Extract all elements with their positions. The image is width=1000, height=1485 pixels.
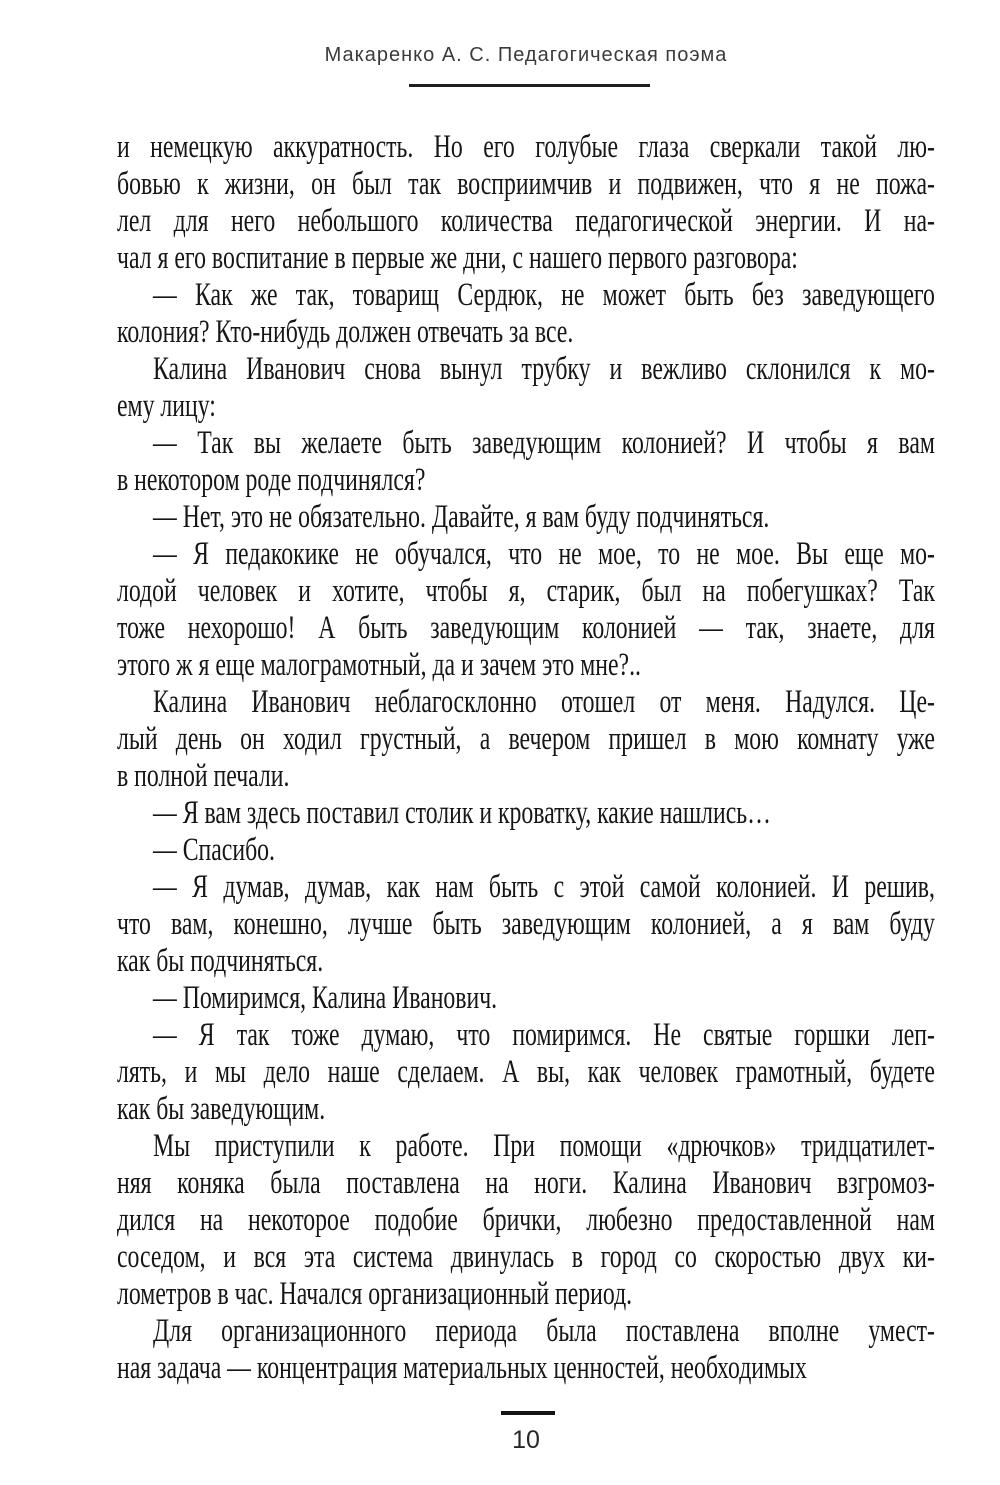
text-line: — Нет, это не обязательно. Давайте, я вам буду подчиняться. [153, 499, 770, 535]
text-line: бовью к жизни, он был так восприимчив и подвижен, что я не пожа- [117, 166, 935, 202]
paragraph [117, 425, 935, 499]
text-line: — Я вам здесь поставил столик и кроватку, какие нашлись… [153, 795, 771, 831]
text-line: — Я педакокике не обучался, что не мое, то не мое. Вы еще мо- [153, 536, 935, 572]
text-line: чал я его воспитание в первые же дни, с нашего первого разговора: [117, 240, 798, 276]
body-text-block [117, 129, 935, 1387]
text-line: что вам, конешно, лучше быть заведующим колонией, а я вам буду [117, 906, 935, 942]
text-line: как бы заведующим. [117, 1091, 326, 1127]
text-line: — Я думав, думав, как нам быть с этой самой колонией. И решив, [153, 869, 935, 905]
text-line: лый день он ходил грустный, а вечером пришел в мою комнату уже [117, 721, 935, 757]
text-line: — Как же так, товарищ Сердюк, не может быть без заведующего [153, 277, 935, 313]
text-line: няя коняка была поставлена на ноги. Калина Иванович взгромоз- [117, 1165, 935, 1201]
text-line: в полной печали. [117, 758, 290, 794]
footer-rule-divider [501, 1411, 555, 1415]
text-line: — Так вы желаете быть заведующим колонией? И чтобы я вам [153, 425, 935, 461]
text-line: лометров в час. Начался организационный период. [117, 1276, 633, 1312]
running-header-title: Макаренко А. С. Педагогическая поэма [324, 44, 728, 66]
page-number: 10 [512, 1426, 540, 1454]
text-line: Мы приступили к работе. При помощи «дрючков» тридцатилет- [153, 1128, 935, 1164]
header-rule-divider [409, 84, 650, 87]
text-line: тоже нехорошо! А быть заведующим колонией — так, знаете, для [117, 610, 935, 646]
text-line: — Спасибо. [153, 832, 275, 868]
text-line: в некотором роде подчинялся? [117, 462, 426, 498]
text-line: Для организационного периода была поставлена вполне умест- [153, 1313, 935, 1349]
text-line: ная задача — концентрация материальных ценностей, необходимых [117, 1350, 807, 1386]
paragraph [117, 832, 935, 869]
paragraph [117, 536, 935, 684]
text-line: этого ж я еще малограмотный, да и зачем это мне?.. [117, 647, 641, 683]
text-line: ему лицу: [117, 388, 216, 424]
text-line: Калина Иванович неблагосклонно отошел от меня. Надулся. Це- [153, 684, 935, 720]
paragraph [117, 351, 935, 425]
paragraph [117, 129, 935, 277]
text-line: как бы подчиняться. [117, 943, 324, 979]
paragraph [117, 499, 935, 536]
paragraph [117, 1017, 935, 1128]
text-line: и немецкую аккуратность. Но его голубые глаза сверкали такой лю- [117, 129, 935, 165]
paragraph [117, 980, 935, 1017]
paragraph [117, 1128, 935, 1313]
paragraph [117, 1313, 935, 1387]
text-line: лодой человек и хотите, чтобы я, старик, был на побегушках? Так [117, 573, 935, 609]
paragraph [117, 277, 935, 351]
text-line: дился на некоторое подобие брички, любезно предоставленной нам [117, 1202, 935, 1238]
text-line: колония? Кто-нибудь должен отвечать за все. [117, 314, 574, 350]
paragraph [117, 684, 935, 795]
paragraph [117, 795, 935, 832]
text-line: — Я так тоже думаю, что помиримся. Не святые горшки леп- [153, 1017, 935, 1053]
text-line: лять, и мы дело наше сделаем. А вы, как человек грамотный, будете [117, 1054, 935, 1090]
text-line: лел для него небольшого количества педагогической энергии. И на- [117, 203, 935, 239]
text-line: соседом, и вся эта система двинулась в город со скоростью двух ки- [117, 1239, 935, 1275]
text-line: — Помиримся, Калина Иванович. [153, 980, 498, 1016]
paragraph [117, 869, 935, 980]
text-line: Калина Иванович снова вынул трубку и вежливо склонился к мо- [153, 351, 935, 387]
